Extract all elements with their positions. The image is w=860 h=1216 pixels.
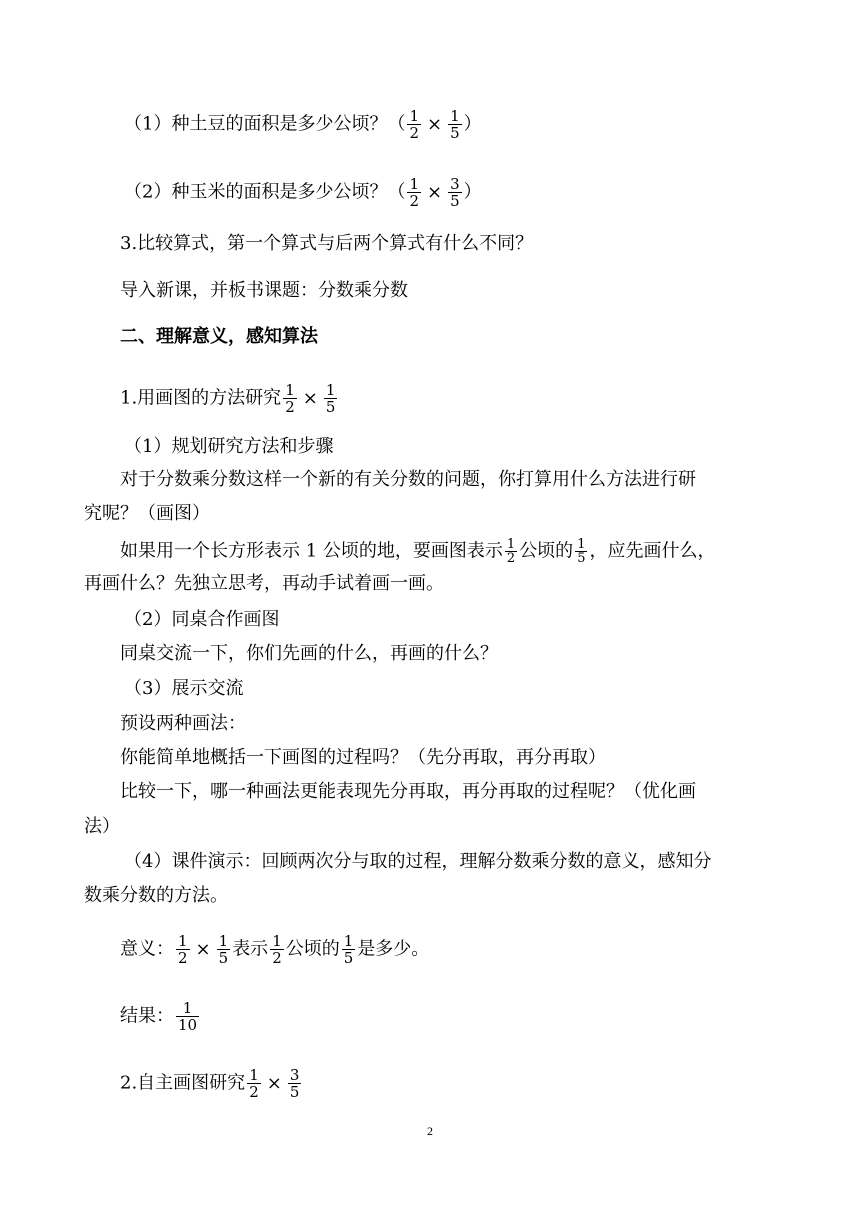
paragraph: 预设两种画法：: [120, 713, 246, 734]
paragraph: 你能简单地概括一下画图的过程吗？（先分再取，再分再取）: [120, 747, 606, 768]
result-line: 结果： $\frac{1}{10}$: [120, 999, 198, 1034]
fraction: $\frac{1}{2}$: [409, 107, 419, 142]
paragraph: 导入新课，并板书课题：分数乘分数: [120, 280, 408, 301]
paragraph: 比较一下，哪一种画法更能表现先分再取，再分再取的过程呢？（优化画: [120, 781, 696, 802]
paragraph: 对于分数乘分数这样一个新的有关分数的问题，你打算用什么方法进行研: [120, 469, 696, 490]
fraction: $\frac{1}{2}$: [409, 175, 419, 210]
fraction: $\frac{1}{5}$: [343, 932, 354, 967]
paragraph: 再画什么？先独立思考，再动手试着画一画。: [84, 573, 444, 594]
paragraph: 3.比较算式，第一个算式与后两个算式有什么不同？: [120, 233, 534, 254]
fraction: $\frac{1}{5}$: [325, 381, 336, 416]
meaning-line: 意义： $\frac{1}{2}$ × $\frac{1}{5}$ 表示 $\frac{1}{2}$ 公顷的 $\frac{1}{5}$ 是多少。: [120, 932, 430, 967]
paragraph: 法）: [84, 816, 120, 837]
fraction: $\frac{1}{2}$: [272, 932, 282, 967]
question-1: （1）种土豆的面积是多少公顷？（ $\frac{1}{2}$ × $\frac{1}{5}$ ）: [124, 107, 482, 142]
paragraph: （4）课件演示：回顾两次分与取的过程，理解分数乘分数的意义，感知分: [124, 851, 712, 872]
paragraph: （3）展示交流: [124, 678, 244, 699]
subsection-1: 1.用画图的方法研究 $\frac{1}{2}$ × $\frac{1}{5}$: [120, 381, 336, 416]
times-sign: ×: [302, 387, 318, 409]
fraction: $\frac{3}{5}$: [289, 1066, 300, 1101]
fraction: $\frac{1}{5}$: [218, 932, 229, 967]
page-number: 2: [427, 1124, 433, 1138]
fraction: $\frac{1}{2}$: [285, 381, 295, 416]
paragraph: 同桌交流一下，你们先画的什么，再画的什么？: [120, 643, 498, 664]
times-sign: ×: [195, 938, 211, 960]
fraction: $\frac{1}{10}$: [178, 999, 198, 1034]
fraction: $\frac{3}{5}$: [450, 175, 460, 210]
fraction: $\frac{1}{2}$: [506, 537, 516, 566]
paragraph: 究呢？（画图）: [84, 503, 210, 524]
fraction: $\frac{1}{2}$: [178, 932, 188, 967]
question-2: （2）种玉米的面积是多少公顷？（ $\frac{1}{2}$ × $\frac{3}{5}$ ）: [124, 175, 482, 210]
times-sign: ×: [266, 1072, 282, 1094]
fraction: $\frac{1}{5}$: [577, 537, 586, 566]
paragraph: （2）同桌合作画图: [124, 609, 280, 630]
question-2-text: （2）种玉米的面积是多少公顷？（: [124, 181, 406, 203]
paragraph: 如果用一个长方形表示 1 公顷的地，要画图表示 $\frac{1}{2}$ 公顷的 $\frac{1}{5}$ ，应先画什么，: [120, 537, 716, 566]
times-sign: ×: [427, 181, 443, 203]
fraction: $\frac{1}{2}$: [249, 1066, 259, 1101]
question-1-text: （1）种土豆的面积是多少公顷？（: [124, 113, 406, 135]
paragraph: 数乘分数的方法。: [84, 885, 228, 906]
times-sign: ×: [427, 113, 443, 135]
paragraph: （1）规划研究方法和步骤: [124, 436, 334, 457]
fraction: $\frac{1}{5}$: [450, 107, 460, 142]
subsection-2: 2.自主画图研究 $\frac{1}{2}$ × $\frac{3}{5}$: [120, 1066, 300, 1101]
section-heading: 二、理解意义，感知算法: [120, 326, 318, 347]
